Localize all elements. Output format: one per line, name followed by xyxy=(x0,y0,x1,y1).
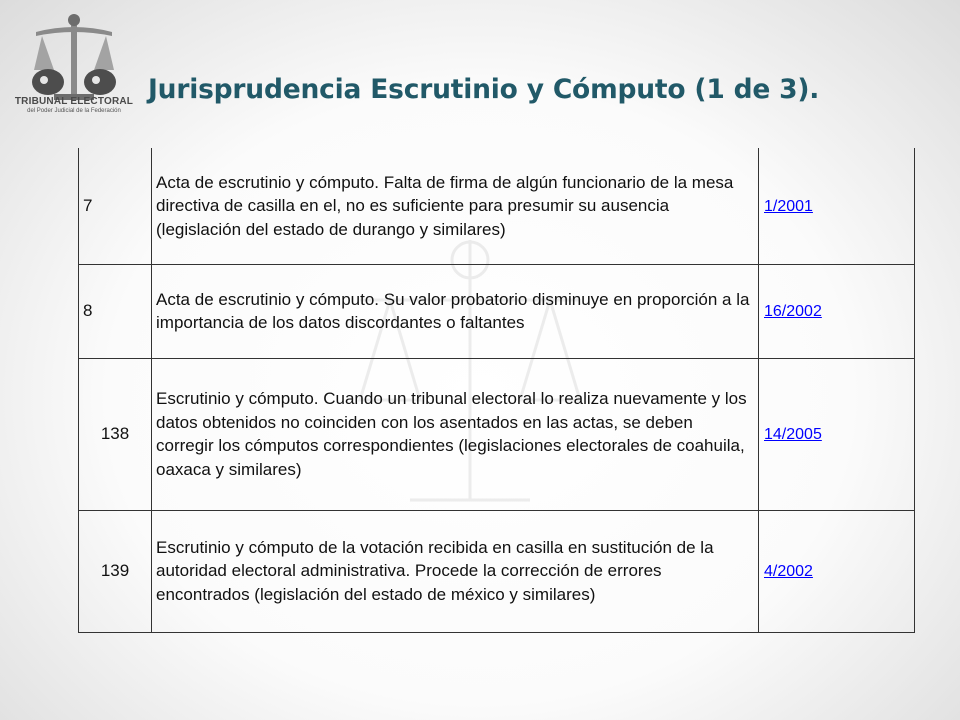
row-description: Escrutinio y cómputo. Cuando un tribunal electoral lo realiza nuevamente y los datos obtenidos no coinciden con los asentados en las actas, se deben corregir los cómputos correspondientes (legislaciones electorales de coahuila, oaxaca y similares) xyxy=(152,358,759,510)
table-row xyxy=(79,264,915,358)
jurisprudence-table-container xyxy=(78,148,903,633)
scales-emblem-icon xyxy=(8,10,140,106)
reference-link[interactable]: 1/2001 xyxy=(764,197,813,215)
logo-subtitle: del Poder Judicial de la Federación xyxy=(27,108,121,114)
row-description: Acta de escrutinio y cómputo. Su valor probatorio disminuye en proporción a la importancia de los datos discordantes o faltantes xyxy=(152,264,759,358)
table-row xyxy=(79,148,915,264)
reference-link[interactable]: 4/2002 xyxy=(764,563,813,580)
table-row xyxy=(79,358,915,510)
row-number: 8 xyxy=(79,264,152,358)
row-number: 139 xyxy=(79,510,152,632)
row-description: Escrutinio y cómputo de la votación recibida en casilla en sustitución de la autoridad electoral administrativa. Procede la corrección de errores encontrados (legislación del estado de méxico y similares) xyxy=(152,510,759,632)
page-title: Jurisprudencia Escrutinio y Cómputo (1 de 3). xyxy=(148,74,820,105)
table-row xyxy=(79,510,915,632)
reference-link[interactable]: 16/2002 xyxy=(764,303,822,320)
row-description: Acta de escrutinio y cómputo. Falta de firma de algún funcionario de la mesa directiva de casilla en el, no es suficiente para presumir su ausencia (legislación del estado de durango y similares) xyxy=(152,148,759,264)
row-number: 7 xyxy=(79,148,152,264)
reference-link[interactable]: 14/2005 xyxy=(764,426,822,443)
jurisprudence-table xyxy=(78,148,915,633)
logo-title: TRIBUNAL ELECTORAL xyxy=(14,96,134,107)
row-number: 138 xyxy=(79,358,152,510)
